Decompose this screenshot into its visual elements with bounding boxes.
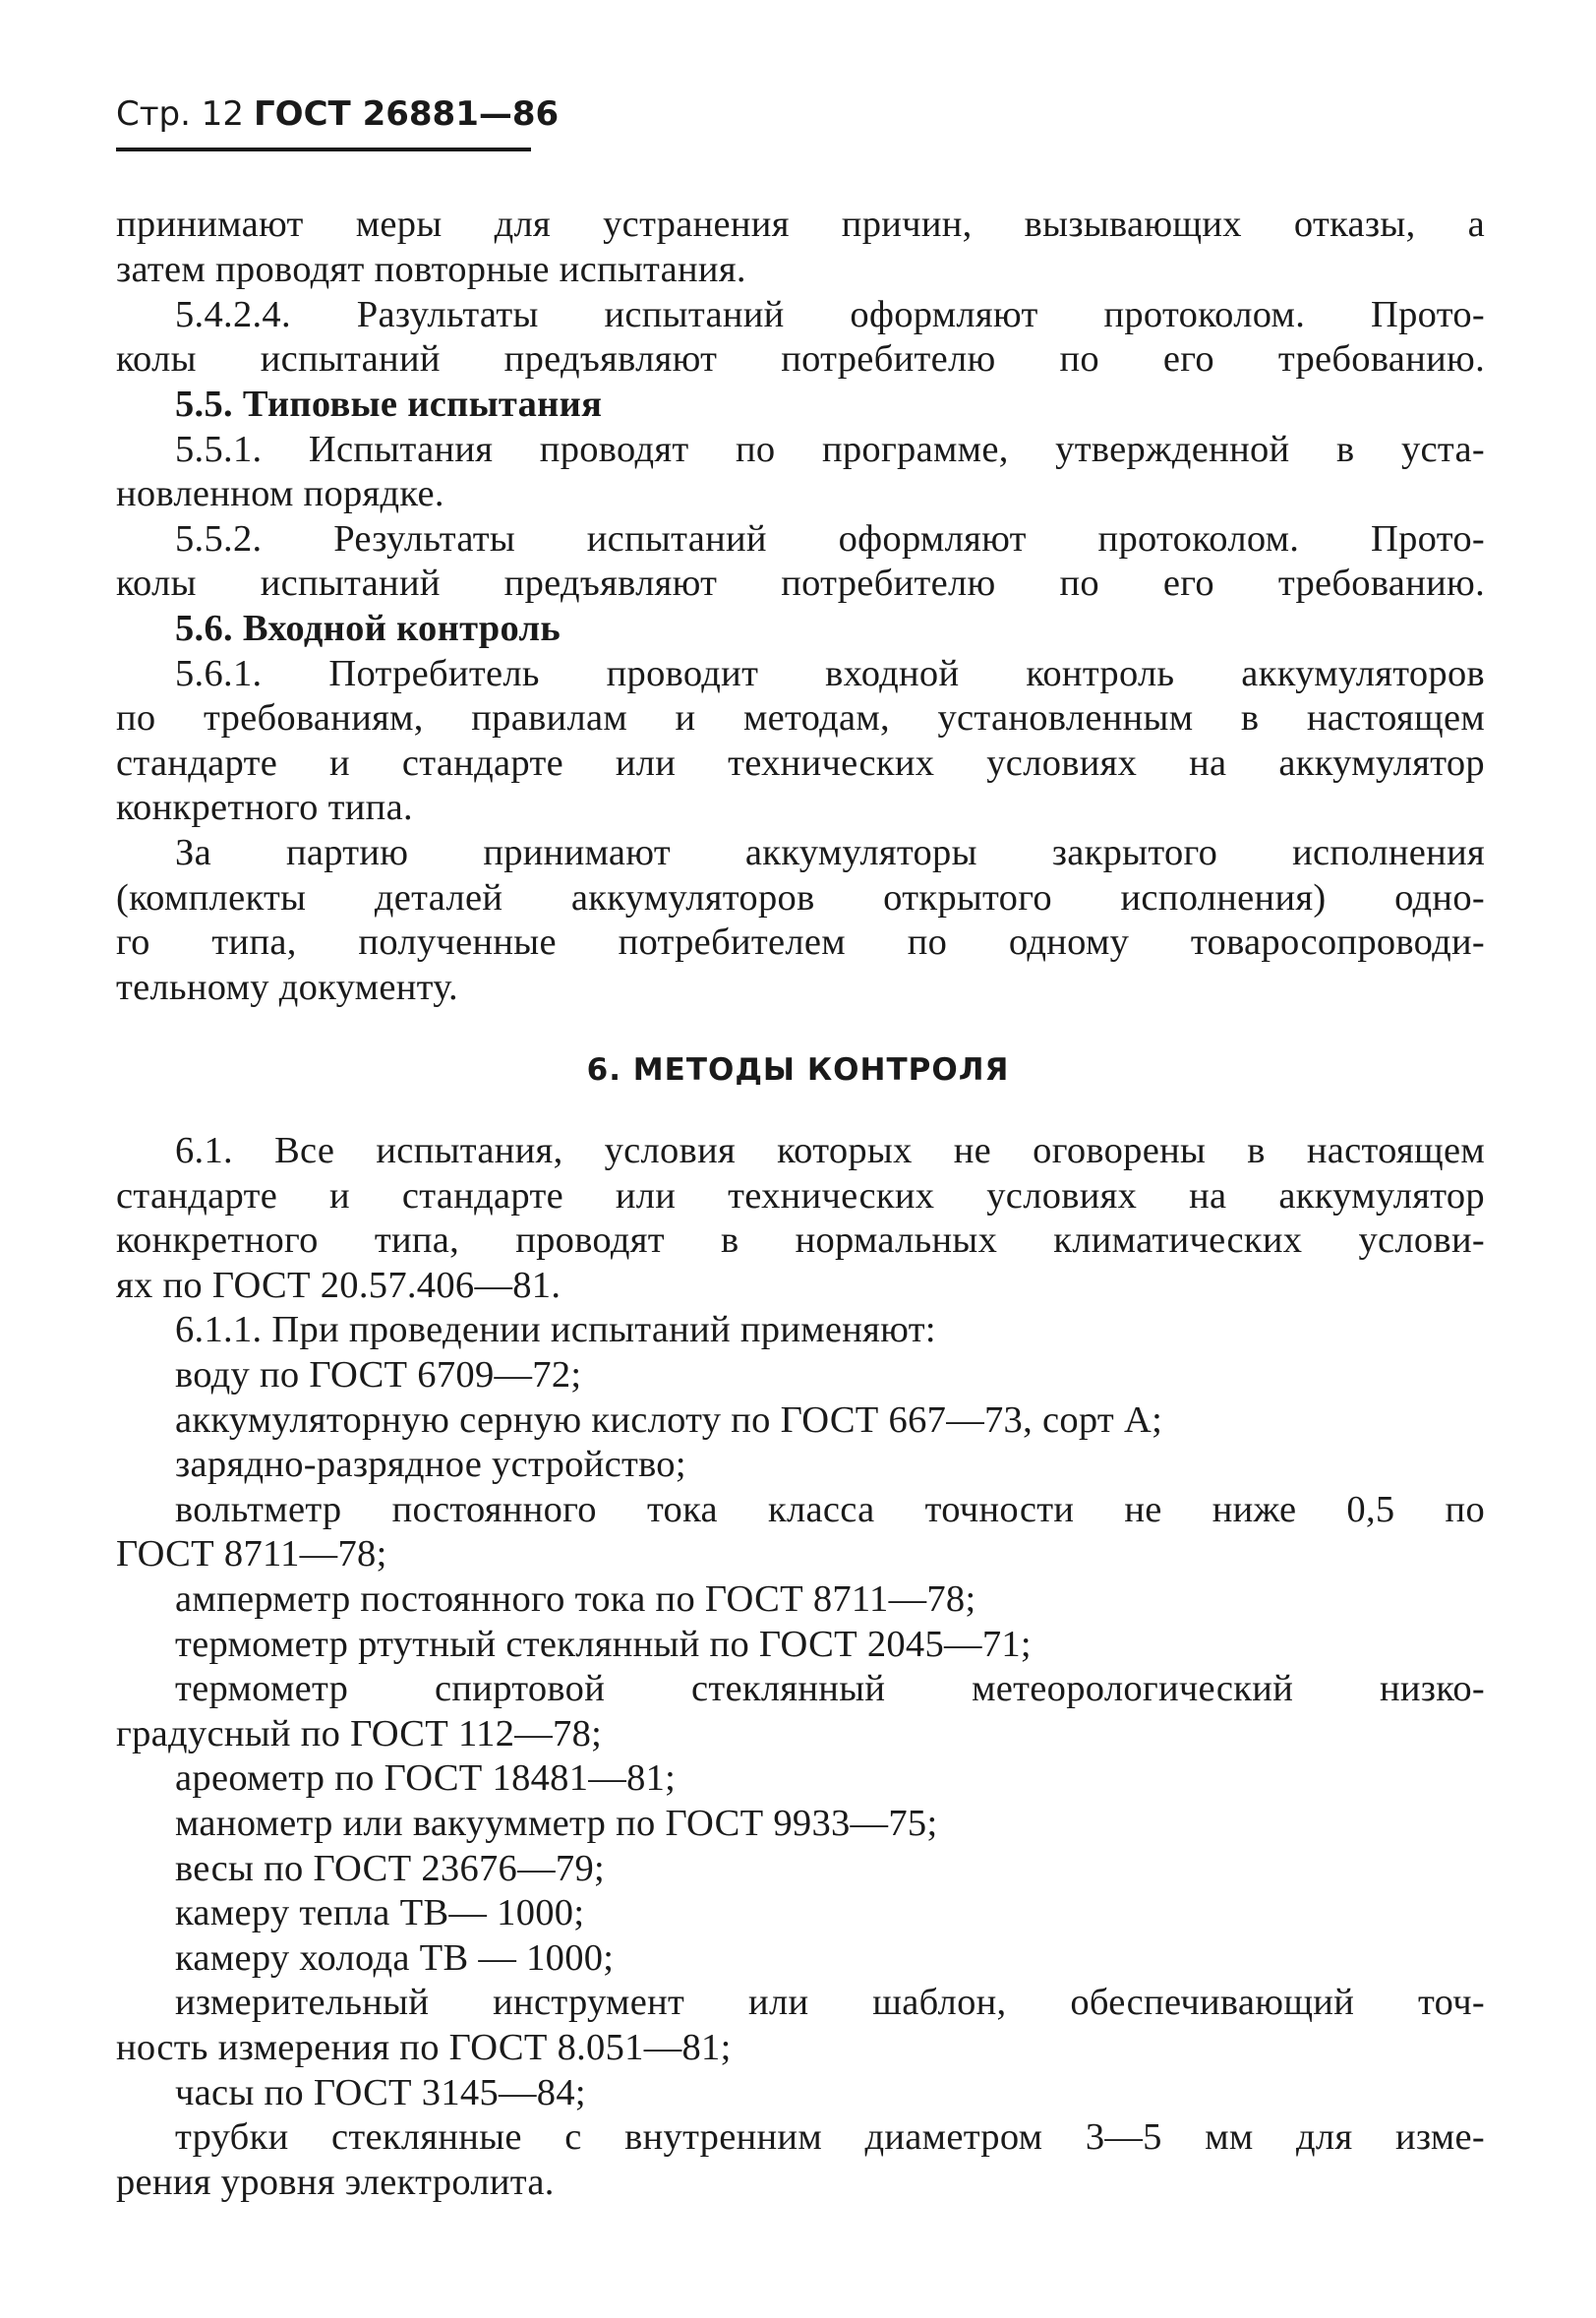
text-line: 5.4.2.4. Разультаты испытаний оформляют протоколом. Прото- (175, 294, 1485, 335)
standard-number: ГОСТ 26881—86 (254, 94, 560, 134)
text-line: 5.5.1. Испытания проводят по программе, утвержденной в уста- (175, 429, 1485, 470)
text-line: конкретного типа. (116, 787, 413, 828)
list-item: часы по ГОСТ 3145—84; (175, 2072, 586, 2113)
header-rule (116, 148, 531, 151)
section-title: 6. МЕТОДЫ КОНТРОЛЯ (586, 1052, 1010, 1088)
list-item: аккумуляторную серную кислоту по ГОСТ 667—73, сорт А; (175, 1399, 1163, 1441)
list-item: трубки стеклянные с внутренним диаметром 3—5 мм для изме- (175, 2116, 1485, 2158)
text-line: колы испытаний предъявляют потребителю по его требованию. (116, 338, 1485, 380)
text-line: За партию принимают аккумуляторы закрытого исполнения (175, 832, 1485, 873)
text-line: рения уровня электролита. (116, 2162, 555, 2203)
text-line: тельному документу. (116, 967, 458, 1008)
text-line: 6.1. Все испытания, условия которых не оговорены в настоящем (175, 1130, 1485, 1171)
text-line: го типа, полученные потребителем по одному товаросопроводи- (116, 921, 1485, 963)
list-item: манометр или вакуумметр по ГОСТ 9933—75; (175, 1803, 938, 1844)
text-line: новленном порядке. (116, 473, 444, 514)
text-line: градусный по ГОСТ 112—78; (116, 1713, 603, 1754)
list-item: воду по ГОСТ 6709—72; (175, 1354, 582, 1396)
list-item: измерительный инструмент или шаблон, обеспечивающий точ- (175, 1982, 1485, 2023)
text-line: стандарте и стандарте или технических условиях на аккумулятор (116, 1175, 1485, 1217)
text-line: по требованиям, правилам и методам, установленным в настоящем (116, 697, 1485, 739)
text-line: затем проводят повторные испытания. (116, 249, 746, 290)
text-line: 6.1.1. При проведении испытаний применяют: (175, 1309, 936, 1350)
list-item: ареометр по ГОСТ 18481—81; (175, 1757, 677, 1799)
list-item: термометр спиртовой стеклянный метеорологический низко- (175, 1668, 1485, 1709)
subsection-heading: 5.6. Входной контроль (175, 608, 562, 649)
text-line: стандарте и стандарте или технических условиях на аккумулятор (116, 743, 1485, 784)
text-line: 5.5.2. Результаты испытаний оформляют протоколом. Прото- (175, 518, 1485, 560)
list-item: зарядно-разрядное устройство; (175, 1444, 686, 1485)
text-line: колы испытаний предъявляют потребителю по его требованию. (116, 563, 1485, 604)
list-item: камеру тепла ТВ— 1000; (175, 1892, 585, 1933)
subsection-heading: 5.5. Типовые испытания (175, 384, 603, 425)
list-item: термометр ртутный стеклянный по ГОСТ 2045—71; (175, 1624, 1032, 1665)
text-line: ность измерения по ГОСТ 8.051—81; (116, 2027, 732, 2068)
text-line: 5.6.1. Потребитель проводит входной контроль аккумуляторов (175, 653, 1485, 694)
list-item: амперметр постоянного тока по ГОСТ 8711—78; (175, 1578, 976, 1620)
text-line: конкретного типа, проводят в нормальных климатических услови- (116, 1219, 1485, 1261)
list-item: вольтметр постоянного тока класса точности не ниже 0,5 по (175, 1489, 1485, 1530)
text-line: ГОСТ 8711—78; (116, 1533, 387, 1575)
list-item: весы по ГОСТ 23676—79; (175, 1848, 605, 1889)
text-line: ях по ГОСТ 20.57.406—81. (116, 1265, 562, 1306)
text-line: принимают меры для устранения причин, вызывающих отказы, а (116, 204, 1485, 245)
page-header (116, 94, 559, 134)
text-line: (комплекты деталей аккумуляторов открытого исполнения) одно- (116, 877, 1485, 919)
page-number: Стр. 12 (116, 94, 245, 134)
list-item: камеру холода ТВ — 1000; (175, 1937, 615, 1979)
